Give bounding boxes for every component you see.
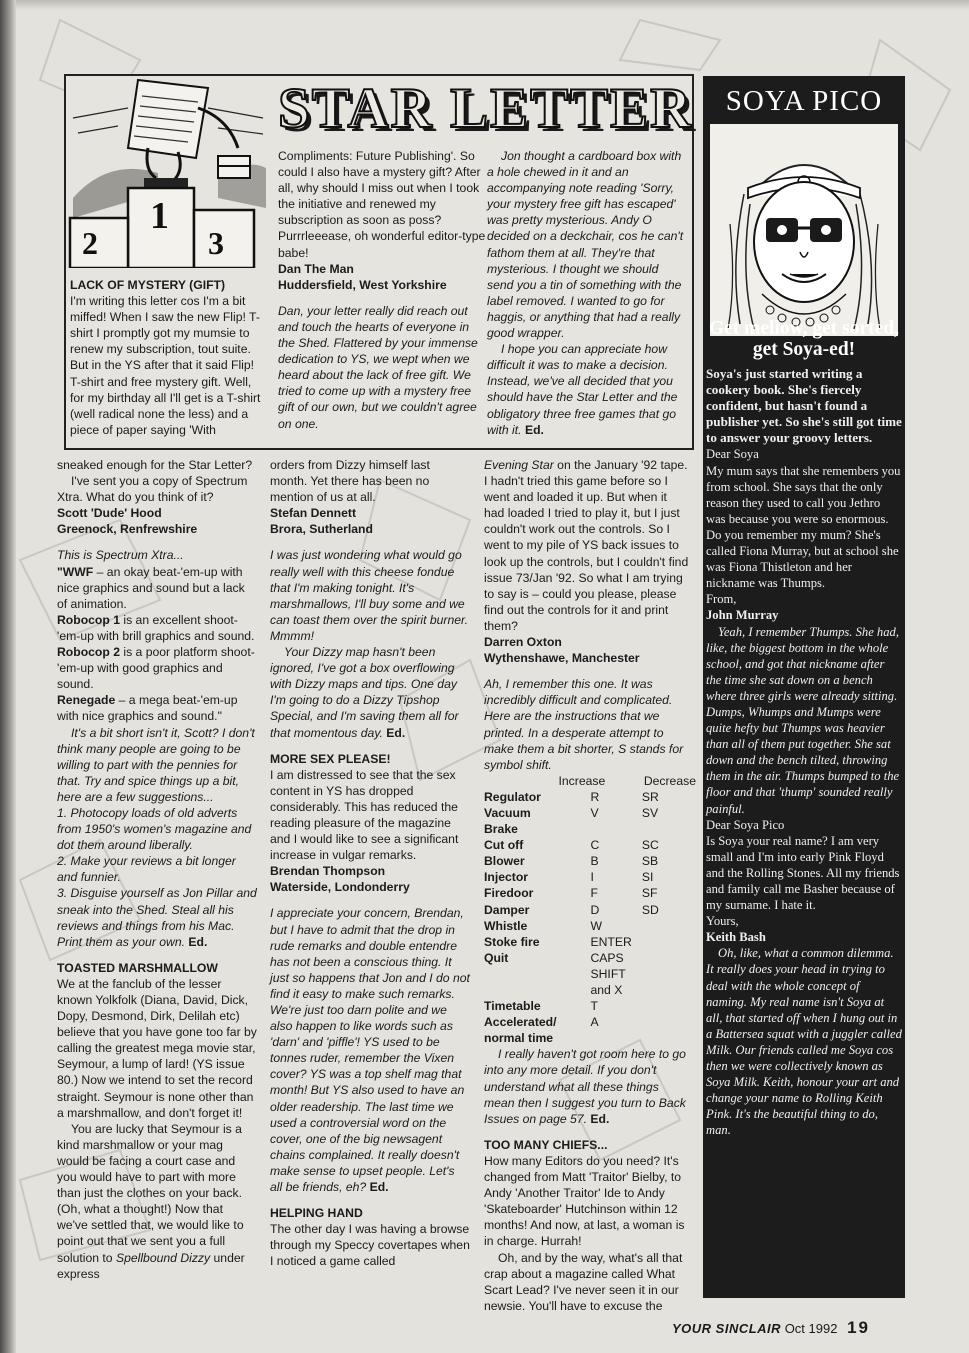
heading-more-sex-please: MORE SEX PLEASE! <box>270 751 391 766</box>
control-name: Injector <box>484 870 529 885</box>
star-letter-col-2 <box>278 148 486 432</box>
control-decrease-key: SD <box>641 902 659 917</box>
controls-table-row <box>484 1014 696 1046</box>
star-letter-sender-name: Dan The Man <box>278 261 354 276</box>
controls-table-row <box>484 837 696 853</box>
heading-toasted-marshmallow: TOASTED MARSHMALLOW <box>57 960 218 975</box>
footer-page-number: 19 <box>847 1318 870 1337</box>
review-robocop2-title: Robocop 2 <box>57 645 120 660</box>
control-increase-key: W <box>590 918 603 933</box>
controls-table-row <box>484 934 696 950</box>
controls-table-row <box>484 789 696 805</box>
control-name: Stoke fire <box>484 934 540 949</box>
control-decrease-key: SR <box>641 789 659 804</box>
col1-letter-text: I've sent you a copy of Spectrum Xtra. What do you think of it? <box>57 474 248 505</box>
col2-sender-place: Brora, Sutherland <box>270 522 373 537</box>
control-name: Accelerated/ normal time <box>484 1015 557 1046</box>
controls-table <box>484 773 696 1047</box>
col2-letter-2: I am distressed to see that the sex content in YS has dropped considerably. This has reduced the reading pleasure of the magazine and I would like to see a significant increase in vulgar remarks. <box>270 767 459 863</box>
col3-ed-sign: Ed. <box>590 1111 610 1126</box>
soya-pico-portrait <box>710 124 898 336</box>
controls-header-increase: Increase <box>558 773 606 788</box>
soya-letter2-body: Is Soya your real name? I am very small and I'm into early Pink Floyd and the Rolling Stones. All my friends and family call me Basher because of my surname. I hate it. <box>706 833 900 913</box>
col1-marshmallow-2-end: under express <box>57 1250 245 1281</box>
control-decrease-key: SV <box>641 805 659 820</box>
control-name: Regulator <box>484 789 541 804</box>
star-letter-col-1 <box>70 277 266 438</box>
col1-suggestion-1: 1. Photocopy loads of old adverts from 1950's women's magazine and dot them around liberally. <box>57 805 252 853</box>
col1-sender-name: Scott 'Dude' Hood <box>57 506 162 521</box>
col2-helping-hand-text: The other day I was having a browse through my Speccy covertapes when I noticed a game called <box>270 1222 470 1269</box>
control-name: Quit <box>484 950 509 965</box>
soya-letter2-sender: Keith Bash <box>706 930 766 945</box>
col1-reply-intro: This is Spectrum Xtra... <box>57 548 184 563</box>
control-decrease-key: SC <box>641 838 659 853</box>
star-letter-banner: STAR LETTER <box>278 77 694 140</box>
control-decrease-key <box>632 950 696 998</box>
review-robocop1-text: is an excellent shoot-'em-up with brill graphics and sound. <box>57 612 255 643</box>
star-letter-heading: LACK OF MYSTERY (GIFT) <box>70 278 226 292</box>
control-name: Vacuum Brake <box>484 805 531 837</box>
star-letter-col-3 <box>487 148 687 438</box>
controls-table-row <box>484 805 696 837</box>
control-increase-key: A <box>590 1015 599 1030</box>
col2-sender2-name: Brendan Thompson <box>270 864 386 879</box>
soya-intro: Soya's just started writing a cookery book. She's fiercely confident, but hasn't found a publisher yet. So she's still got time to answer your groovy letters. <box>706 366 902 446</box>
soya-pico-title: SOYA PICO <box>703 76 905 124</box>
col3-chiefs-2: Oh, and by the way, what's all that crap about a magazine called What Scart Lead? I've never seen it in our newsie. You'll have to excuse the <box>484 1250 683 1313</box>
control-increase-key: C <box>590 838 600 853</box>
soya-reply-2: Oh, like, what a common dilemma. It really does your head in trying to deal with the whole concept of naming. My real name isn't Soya at all, that started off when I hung out in a Battersea squat with a juggler called Milk. Our friends called me Soya cos then we were collectively known as Soya Milk. Keith, honour your art and change your name to Rolling Keith Pink. It's the beautiful thing to do, man. <box>706 946 902 1138</box>
soya-reply-1: Yeah, I remember Thumps. She had, like, the biggest bottom in the whole school, and got that nickname after the time she sat down on a bench where three girls were already sitting. Dumps, Whumps and Mumps were quite hefty but Thumps was heavier than all of them put together. She sat down and the bench tilted, throwing them in the air. Thumps bumped to the floor and that 'thump' sounded really painful. <box>706 624 900 816</box>
footer-magazine-name: YOUR SINCLAIR <box>672 1321 782 1336</box>
col3-chiefs-1: How many Editors do you need? It's changed from Matt 'Traitor' Bielby, to Andy 'Another Traitor' Ide to Andy 'Skateboarder' Hutchinson within 12 months! And now, at last, a woman is in charge. Hurrah! <box>484 1153 685 1249</box>
col1-ed-sign: Ed. <box>188 934 208 949</box>
col2-sender-name: Stefan Dennett <box>270 506 356 521</box>
col3-reply-1: Ah, I remember this one. It was incredibly difficult and complicated. Here are the instructions that we printed. In a desperate attempt to make them a bit shorter, S stands for symbol shift. <box>484 677 684 772</box>
control-decrease-key <box>632 1014 696 1046</box>
star-letter-sender-place: Huddersfield, West Yorkshire <box>278 277 447 292</box>
col2-ed-sign: Ed. <box>386 725 406 740</box>
control-increase-key: I <box>590 870 594 885</box>
controls-table-row <box>484 950 696 998</box>
controls-table-row <box>484 998 696 1014</box>
review-renegade-title: Renegade <box>57 693 116 708</box>
review-wwf-title: "WWF <box>57 564 94 579</box>
control-name: Damper <box>484 902 530 917</box>
col2-reply-1: I was just wondering what would go really well with this cheese fondue that I'm making tonight. It's marshmallows, I'll buy some and we can toast them over the spirit burner. Mmmm! <box>270 548 469 643</box>
soya-letter1-sender: John Murray <box>706 608 779 623</box>
control-decrease-key <box>632 998 696 1014</box>
control-decrease-key <box>632 934 696 950</box>
soya-letter2-signoff: Yours, <box>706 914 739 929</box>
heading-too-many-chiefs: TOO MANY CHIEFS... <box>484 1137 608 1152</box>
controls-table-row <box>484 869 696 885</box>
podium-third: 3 <box>208 225 224 261</box>
soya-letter1-greeting: Dear Soya <box>706 447 759 462</box>
col2-continued-text: orders from Dizzy himself last month. Yet there has been no mention of us at all. <box>270 458 430 505</box>
page-footer <box>672 1318 870 1338</box>
control-increase-key: F <box>590 886 598 901</box>
review-wwf-text: – an okay beat-'em-up with nice graphics and sound but a lack of animation. <box>57 564 245 611</box>
col1-suggestion-3: 3. Disguise yourself as Jon Pillar and sneak into the Shed. Steal all his reviews and things from his Mac. Print them as your own. <box>57 886 257 949</box>
control-decrease-key: SI <box>641 870 654 885</box>
review-robocop2-text: is a poor platform shoot-'em-up with good graphics and sound. <box>57 645 255 692</box>
control-increase-key: D <box>590 902 600 917</box>
soya-letter1-signoff: From, <box>706 592 737 607</box>
control-decrease-key <box>632 918 696 934</box>
control-name: Cut off <box>484 838 524 853</box>
review-robocop1-title: Robocop 1 <box>57 612 120 627</box>
soya-pico-body <box>706 366 902 1139</box>
letters-column-3 <box>484 457 696 1314</box>
controls-table-row <box>484 902 696 918</box>
heading-helping-hand: HELPING HAND <box>270 1206 363 1221</box>
soya-letter2-greeting: Dear Soya Pico <box>706 817 785 832</box>
col1-marshmallow-2: You are lucky that Seymour is a kind marshmallow or your mag would be facing a court case and you would have to part with more than just the clothes on your back. (Oh, what a thought!) Now that we've settled that, we would like to point out that we sent you a full solution to <box>57 1121 244 1265</box>
control-name: Timetable <box>484 999 541 1014</box>
control-increase-key: CAPS SHIFT and X <box>590 950 626 997</box>
soya-letter1-body: My mum says that she remembers you from school. She says that the only reason they used to call you Jethro was because you were so enormous. Do you remember my mum? She's called Fiona Murray, but at school she was Fiona Thistleton and her nickname was Thumps. <box>706 463 901 591</box>
control-increase-key: V <box>590 805 599 820</box>
podium-first: 1 <box>150 195 169 237</box>
controls-table-row <box>484 853 696 869</box>
controls-table-row <box>484 885 696 901</box>
control-increase-key: R <box>590 789 600 804</box>
col3-reply-2: I really haven't got room here to go into any more detail. If you don't understand what all these things mean then I suggest you turn to Back Issues on page 57. <box>484 1047 686 1126</box>
col1-marshmallow-1: We at the fanclub of the lesser known Yolkfolk (Diana, David, Dick, Dopy, Desmond, Dirk, Delilah etc) believe that you have gone too far by calling the greatest mega movie star, Seymour, a lump of lard! (YS issue 80.) Now we intend to set the record straight. Seymour is none other than a marshmallow, and don't forget it! <box>57 976 257 1120</box>
soya-pico-headline: Get mellow, get sorted, get Soya-ed! <box>708 318 900 360</box>
star-letter-reply-1: Dan, your letter really did reach out and touch the hearts of everyone in the Shed. Flattered by your immense dedication to YS, we wept when we heard about the lack of free gift. We tried to come up with a mystery free gift of our own, but we couldn't agree on one. <box>278 303 478 431</box>
control-increase-key: ENTER <box>590 934 632 949</box>
star-letter-body-2: Compliments: Future Publishing'. So could I also have a mystery gift? After all, why should I miss out when I took the initiative and renewed my subscription as soon as poss? Purrrleeease, oh wonderful editor-type babe! <box>278 149 486 260</box>
star-letter-body-1: I'm writing this letter cos I'm a bit miffed! When I saw the new Flip! T-shirt I promptly got my mumsie to renew my subscription, tout suite. But in the YS after that it said Flip! T-shirt and free mystery gift. Well, for my birthday all I'll get is a T-shirt (well radical none the less) and a piece of paper saying 'With <box>70 294 261 437</box>
controls-table-row <box>484 918 696 934</box>
star-letter-ed-sign: Ed. <box>524 422 544 437</box>
col1-reply-2: It's a bit short isn't it, Scott? I don't think many people are going to be willing to part with the pennies for that. Try and spice things up a bit, here are a few suggestions... <box>57 725 255 804</box>
col1-sender-place: Greenock, Renfrewshire <box>57 522 198 537</box>
review-renegade-text: – a mega beat-'em-up with nice graphics and sound." <box>57 693 238 724</box>
control-decrease-key: SF <box>641 886 658 901</box>
star-letter-reply-3: I hope you can appreciate how difficult it was to make a decision. Instead, we've all decided that you should have the Star Letter and the obligatory three free games that go with it. <box>487 342 678 437</box>
col1-game-title: Spellbound Dizzy <box>115 1250 211 1265</box>
footer-issue-date: Oct 1992 <box>784 1321 838 1336</box>
letters-column-2 <box>270 457 470 1270</box>
controls-header-decrease: Decrease <box>643 773 696 788</box>
col2-reply-3: I appreciate your concern, Brendan, but I have to admit that the drop in rude remarks and double entendre has not been a conscious thing. It just so happens that Jon and I do not find it easy to make such remarks. We're just too darn polite and we also happen to like words such as 'darn' and 'piffle'! YS used to be tonnes ruder, remember the Vixen cover? YS was a top shelf mag that month! But YS also used to have an older readership. The last time we used a controversial word on the cover, one of the big newsagent chains complained. It really doesn't make sense to upset people. Let's all be friends, eh? <box>270 906 470 1195</box>
col3-sender-place: Wythenshawe, Manchester <box>484 651 640 666</box>
col3-letter-text: on the January '92 tape. I hadn't tried this game before so I went and loaded it up. But when it had loaded I tried to play it, but I just couldn't work out the controls. So I went to my pile of YS back issues to look up the controls, but I couldn't find issue 73/Jan '92. So what I am trying to say is – could you please, please find out the controls for it and print them? <box>484 458 689 633</box>
podium-second: 2 <box>82 225 98 261</box>
col2-sender2-place: Waterside, Londonderry <box>270 880 410 895</box>
control-name: Firedoor <box>484 886 534 901</box>
col3-sender-name: Darren Oxton <box>484 635 562 650</box>
control-name: Whistle <box>484 918 528 933</box>
col1-suggestion-2: 2. Make your reviews a bit longer and funnier. <box>57 854 236 885</box>
controls-table-header <box>484 773 696 789</box>
col2-ed-sign-2: Ed. <box>369 1180 389 1195</box>
control-increase-key: T <box>590 999 598 1014</box>
col3-game-title: Evening Star <box>484 458 554 472</box>
star-letter-reply-2: Jon thought a cardboard box with a hole chewed in it and an accompanying note reading 'Sorry, your mystery free gift has escaped' was pretty mysterious. Andy O decided on a deckchair, cos he can't fathom them at all. They're that mysterious. I thought we should send you a tin of something with the label removed. I wanted to go for haggis, or anything that had a really good wrapper. <box>487 149 684 341</box>
control-name: Blower <box>484 854 525 869</box>
podium-cartoon-illustration <box>68 78 268 268</box>
col2-reply-2: Your Dizzy map hasn't been ignored, I've got a box overflowing with Dizzy maps and tips. One day I'm going to do a Dizzy Tipshop Special, and I'm saving them all for that momentous day. <box>270 645 459 740</box>
letters-column-1 <box>57 457 257 1282</box>
control-decrease-key: SB <box>641 854 659 869</box>
col1-continued-text: sneaked enough for the Star Letter? <box>57 458 253 472</box>
control-increase-key: B <box>590 854 599 869</box>
